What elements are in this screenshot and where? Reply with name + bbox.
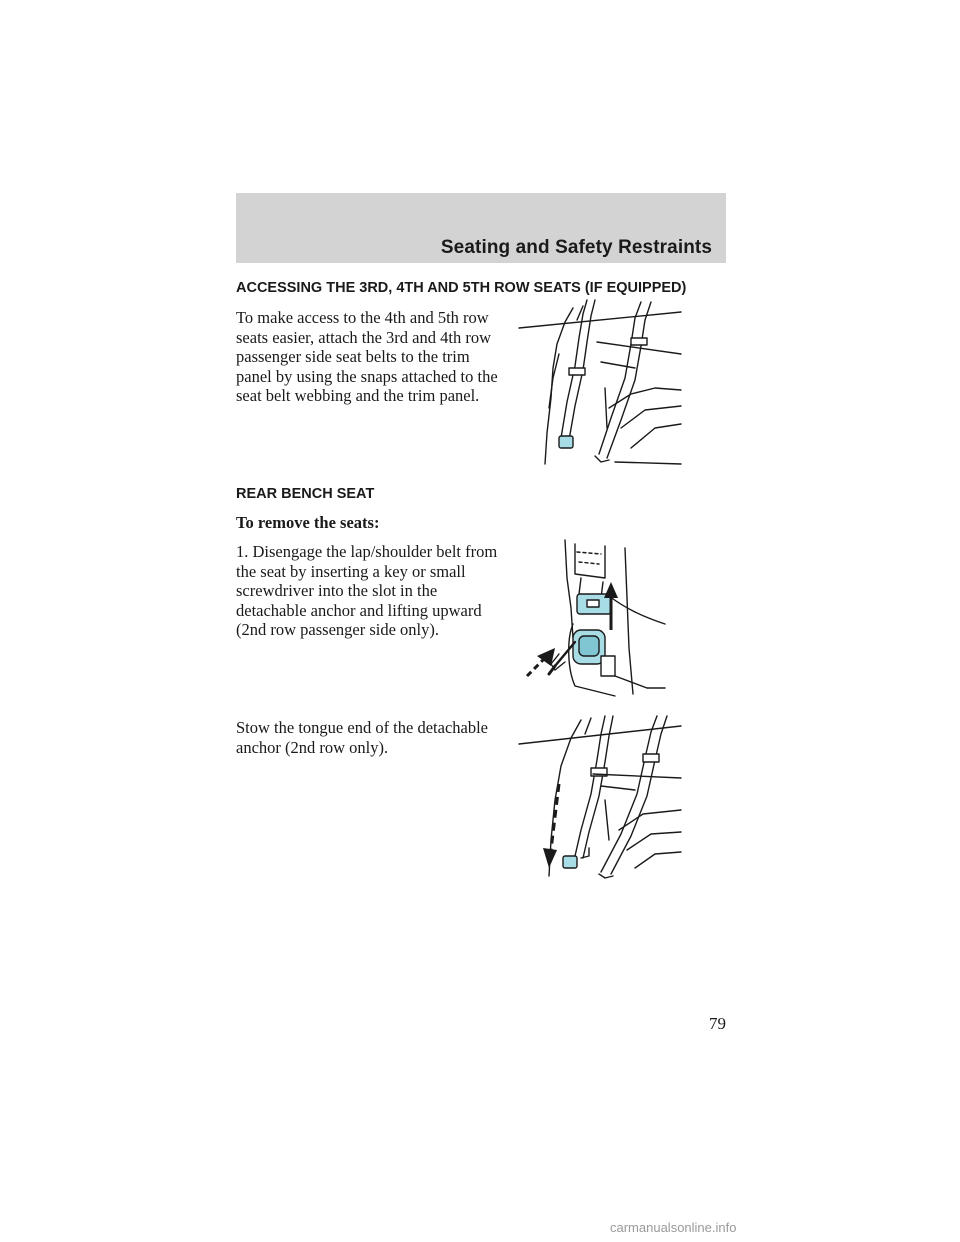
section-header-band — [236, 193, 726, 263]
illustration-belts-on-trim-panel — [515, 298, 685, 468]
illustration-key-in-anchor — [515, 538, 670, 700]
page-number: 79 — [709, 1014, 726, 1033]
heading-rear-bench-seat: REAR BENCH SEAT — [236, 486, 375, 502]
subheading-remove-seats: To remove the seats: — [236, 513, 380, 532]
section-title: Seating and Safety Restraints — [440, 237, 712, 258]
step-2-text: Stow the tongue end of the detachable anchor (2nd row only). — [236, 718, 489, 757]
step-1-text: 1. Disengage the lap/shoulder belt from the seat by inserting a key or small screwdriver into the slot in the detachable anchor and lifting upward (2nd row passenger side only). — [236, 542, 498, 639]
watermark-text: carmanualsonline.info — [610, 1220, 737, 1235]
heading-accessing-rows: ACCESSING THE 3RD, 4TH AND 5TH ROW SEATS (IF EQUIPPED) — [236, 280, 687, 296]
paragraph-accessing-rows: To make access to the 4th and 5th row seats easier, attach the 3rd and 4th row passenger side seat belts to the trim panel by using the snaps attached to the seat belt webbing and the trim panel. — [236, 308, 498, 405]
illustration-stow-tongue — [515, 710, 685, 880]
